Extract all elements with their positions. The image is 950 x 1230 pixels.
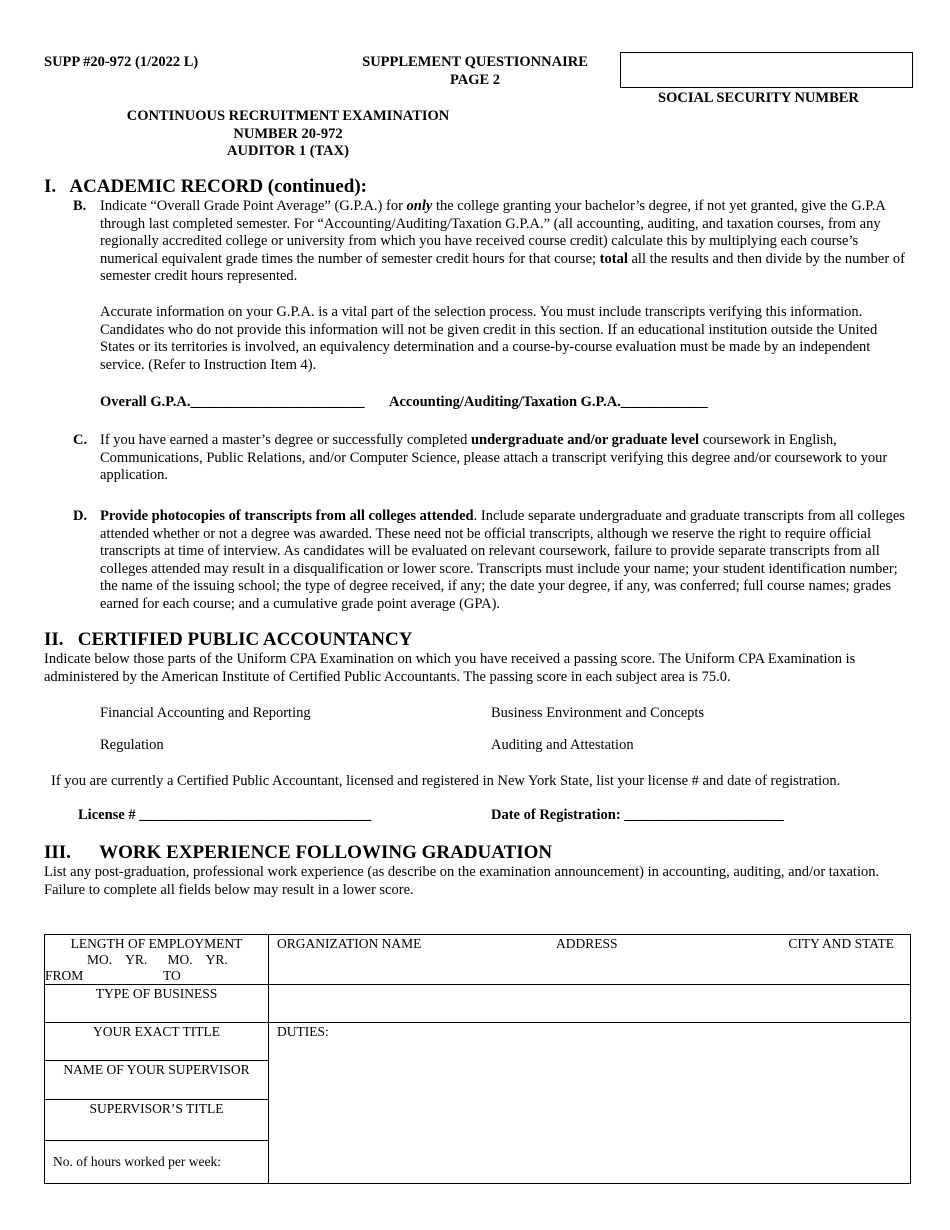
item-b-text-part: Indicate “Overall Grade Point Average” (G.P.A.) for [100,198,407,214]
section3-heading: III. WORK EXPERIENCE FOLLOWING GRADUATION [44,842,553,863]
type-of-business-value[interactable] [269,985,911,1023]
title-line1: SUPPLEMENT QUESTIONNAIRE [362,54,588,70]
cpa-part-aud[interactable]: Auditing and Attestation [491,737,634,753]
section2-heading: II. CERTIFIED PUBLIC ACCOUNTANCY [44,629,413,650]
length-label: LENGTH OF EMPLOYMENT [70,936,243,951]
item-c-text-part: If you have earned a master’s degree or successfully completed [100,432,471,448]
item-b-only: only [406,198,433,214]
duties-label: DUTIES: [277,1024,329,1039]
item-c-text [100,432,912,485]
exam-line2: NUMBER 20-972 [233,125,343,142]
item-b-para2: Accurate information on your G.P.A. is a vital part of the selection process. You must include transcripts verifying this information. Candidates who do not provide this information will not be given credit in this section. If an educational institution outside the United States or its territories is involved, an equivalency determination and a course-by-course evaluation must be made by an independent service. (Refer to Instruction Item 4). [100,304,878,373]
cpa-part-far[interactable]: Financial Accounting and Reporting [100,705,311,721]
ssn-label: SOCIAL SECURITY NUMBER [658,90,859,106]
type-of-business-cell[interactable] [45,985,269,1023]
section2-intro: Indicate below those parts of the Uniform CPA Examination on which you have received a passing score. The Uniform CPA Examination is administered by the American Institute of Certified Public Accountants. The passing score in each subject area is 75.0. [44,651,856,685]
to-label: TO [163,968,181,983]
org-name-label: ORGANIZATION NAME [277,936,422,951]
address-label: ADDRESS [556,936,618,951]
duties-cell[interactable] [269,1023,911,1184]
item-c-bold: undergraduate and/or graduate level [470,432,700,448]
registration-date-field[interactable]: Date of Registration: ______________________ [491,807,784,823]
exact-title-label: YOUR EXACT TITLE [93,1024,220,1039]
item-b-letter: B. [73,198,87,214]
item-c-text-part: coursework in English, Communications, Public Relations, and/or Computer Science, please attach a transcript verifying this degree and/or coursework to your application. [100,432,888,484]
type-of-business-label: TYPE OF BUSINESS [95,986,218,1001]
license-number-field[interactable]: License # ________________________________ [78,807,372,823]
hours-per-week-label: No. of hours worked per week: [53,1154,221,1169]
mo-yr-label: MO. YR. MO. YR. [87,952,228,967]
item-d-bold: Provide photocopies of transcripts from all colleges attended [100,508,474,524]
item-d-letter: D. [73,508,88,524]
title-line2: PAGE 2 [449,71,501,88]
item-b-text-part: the college granting your bachelor’s degree, if not yet granted, give the G.P.A through last completed semester. For “Accounting/Auditing/Taxation G.P.A.” (all accounting, auditing, and taxation courses, from any regionally accredited college or university from which you have received course credit) calculate this by multiplying each course’s numerical equivalent grade times the number of semester credit hours for that course; [100,198,886,267]
section3-intro: List any post-graduation, professional work experience (as describe on the examination announcement) in accounting, auditing, and/or taxation. Failure to complete all fields below may result in a lower score. [44,864,880,898]
section1-heading: I. ACADEMIC RECORD (continued): [44,176,368,197]
overall-gpa-field[interactable]: Overall G.P.A.________________________ [100,394,365,410]
item-b-text [100,198,912,286]
item-d-text-part: . Include separate undergraduate and graduate transcripts from all colleges attended whether or not a degree was awarded. These need not be official transcripts, although we reserve the right to require official transcripts at time of interview. As candidates will be evaluated on relevant coursework, failure to provide separate transcripts from all colleges attended may result in a disqualification or lower score. Transcripts must include your name; your student identification number; the name of the issuing school; the type of degree received, if any; the date your degree, if any, was conferred; full course names; grades earned for each course; and a cumulative grade point average (GPA). [100,508,905,612]
exam-line1: CONTINUOUS RECRUITMENT EXAMINATION [126,108,450,124]
item-b-text-part: all the results and then divide by the number of semester credit hours represented. [100,250,905,285]
accounting-gpa-field[interactable]: Accounting/Auditing/Taxation G.P.A.____________ [389,394,708,410]
item-d-text [100,508,912,614]
cpa-part-bec[interactable]: Business Environment and Concepts [491,705,705,721]
city-state-label: CITY AND STATE [788,936,894,951]
form-id: SUPP #20-972 (1/2022 L) [44,54,199,70]
cpa-part-reg[interactable]: Regulation [100,737,164,753]
ssn-input-box[interactable] [620,52,913,88]
exact-title-cell[interactable] [45,1023,269,1061]
from-to-row [45,968,268,984]
length-of-employment-cell[interactable] [45,935,269,985]
supervisor-title-label: SUPERVISOR’S TITLE [89,1101,224,1116]
supervisor-name-cell[interactable] [45,1061,269,1100]
from-label: FROM [45,968,84,983]
exam-title [100,108,476,161]
exam-line3: AUDITOR 1 (TAX) [227,143,349,160]
item-b-total: total [599,250,628,267]
hours-per-week-cell[interactable] [45,1141,269,1184]
supervisor-title-cell[interactable] [45,1100,269,1141]
license-intro: If you are currently a Certified Public Accountant, licensed and registered in New York State, list your license # and date of registration. [51,773,841,789]
supervisor-name-label: NAME OF YOUR SUPERVISOR [63,1062,250,1077]
organization-cell[interactable] [269,935,911,985]
item-c-letter: C. [73,432,88,448]
work-experience-table [44,934,911,1184]
page-title [340,54,610,89]
